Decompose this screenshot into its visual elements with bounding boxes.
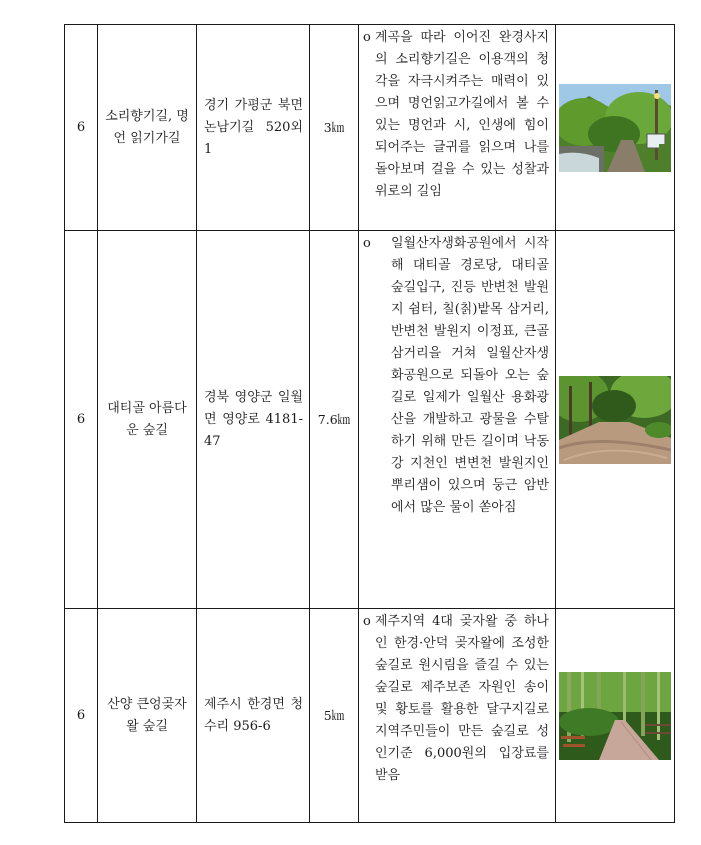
forest-stream-trail-photo <box>559 84 671 172</box>
trail-description-cell <box>359 231 556 609</box>
row-number: 6 <box>65 609 98 823</box>
bullet-marker: o <box>363 30 371 45</box>
trail-table <box>64 24 675 823</box>
trail-description: 제주지역 4대 곶자왈 중 하나인 한경·안덕 곶자왈에 조성한 숲길로 원시림을 즐길 수 있는 숲길로 제주보존 자원인 송이 및 황토를 활용한 달구지길로 지역주민들이 만든 숲길로 성인기준 6,000원의 입장료를 받음 <box>375 614 549 783</box>
trail-photo-cell <box>556 231 675 609</box>
trail-distance: 7.6㎞ <box>310 231 359 609</box>
row-number: 6 <box>65 25 98 231</box>
trail-address: 경북 영양군 일월면 영양로 4181-47 <box>197 231 310 609</box>
table-row <box>65 231 675 609</box>
trail-distance: 3㎞ <box>310 25 359 231</box>
forest-dirt-road-photo <box>559 376 671 464</box>
bullet-marker: o <box>363 614 371 629</box>
trail-name: 소리향기길, 명언 읽기가길 <box>98 25 197 231</box>
trail-photo-cell <box>556 25 675 231</box>
trail-description-cell <box>359 25 556 231</box>
bamboo-forest-path-photo <box>559 672 671 760</box>
trail-distance: 5㎞ <box>310 609 359 823</box>
trail-name: 산양 큰엉곶자왈 숲길 <box>98 609 197 823</box>
trail-address: 제주시 한경면 청수리 956-6 <box>197 609 310 823</box>
trail-description: 일월산자생화공원에서 시작해 대티골 경로당, 대티골 숲길입구, 진등 반변천 발원지 쉼터, 칠(칡)밭목 삼거리, 반변천 발원지 이정표, 큰골삼거리을 거쳐 일월산자생화공원으로 되돌아 오는 숲길로 일제가 일월산 용화광산을 개발하고 광물을 수탈하기 위해 만든 길이며 낙동강 지천인 변변천 발원지인 뿌리샘이 있으며 둥근 암반에서 많은 물이 쏟아짐 <box>391 236 549 515</box>
trail-address: 경기 가평군 북면 논남기길 520외1 <box>197 25 310 231</box>
trail-description: 계곡을 따라 이어진 완경사지의 소리향기길은 이용객의 청각을 자극시켜주는 매력이 있으며 명언읽고가길에서 볼 수 있는 명언과 시, 인생에 힘이 되어주는 글귀를 읽으며 나를 돌아보며 걸을 수 있는 성찰과 위로의 길임 <box>375 30 549 199</box>
table-row <box>65 25 675 231</box>
trail-photo-cell <box>556 609 675 823</box>
row-number: 6 <box>65 231 98 609</box>
bullet-marker: o <box>363 236 371 251</box>
table-row <box>65 609 675 823</box>
trail-description-cell <box>359 609 556 823</box>
trail-name: 대티골 아름다운 숲길 <box>98 231 197 609</box>
